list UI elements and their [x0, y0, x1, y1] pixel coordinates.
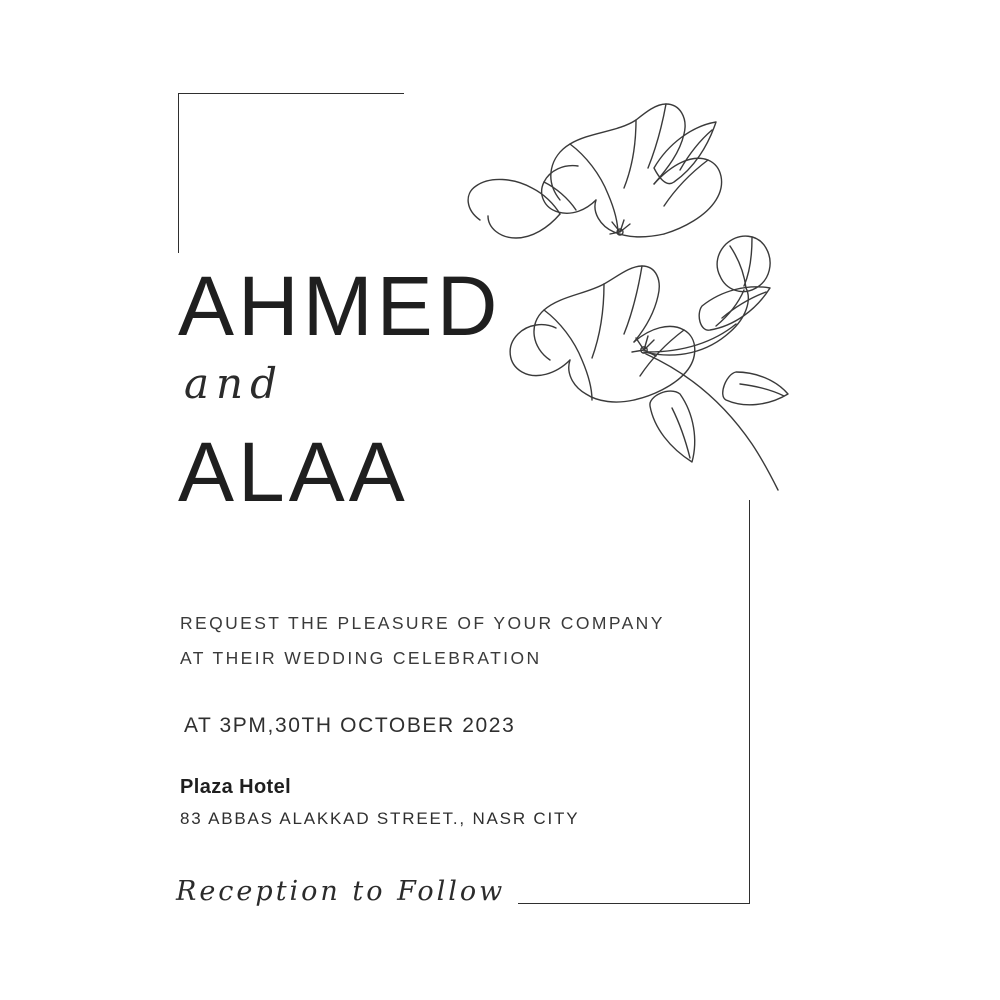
invitation-line-2: AT THEIR WEDDING CELEBRATION [180, 648, 542, 668]
couple-names [178, 259, 598, 520]
invitation-text [180, 606, 740, 676]
venue-address: 83 ABBAS ALAKKAD STREET., NASR CITY [180, 809, 580, 828]
names-conjunction: and [184, 359, 284, 409]
corner-frame-bottom-right [518, 500, 750, 904]
groom-name: AHMED [178, 259, 502, 353]
bride-name: ALAA [178, 425, 409, 520]
venue-name: Plaza Hotel [180, 776, 292, 798]
corner-frame-top-left [178, 93, 404, 253]
event-date: AT 3PM,30TH OCTOBER 2023 [184, 714, 516, 737]
invitation-line-1: REQUEST THE PLEASURE OF YOUR COMPANY [180, 613, 665, 633]
venue-block [180, 776, 579, 829]
reception-note: Reception to Follow [176, 876, 506, 907]
